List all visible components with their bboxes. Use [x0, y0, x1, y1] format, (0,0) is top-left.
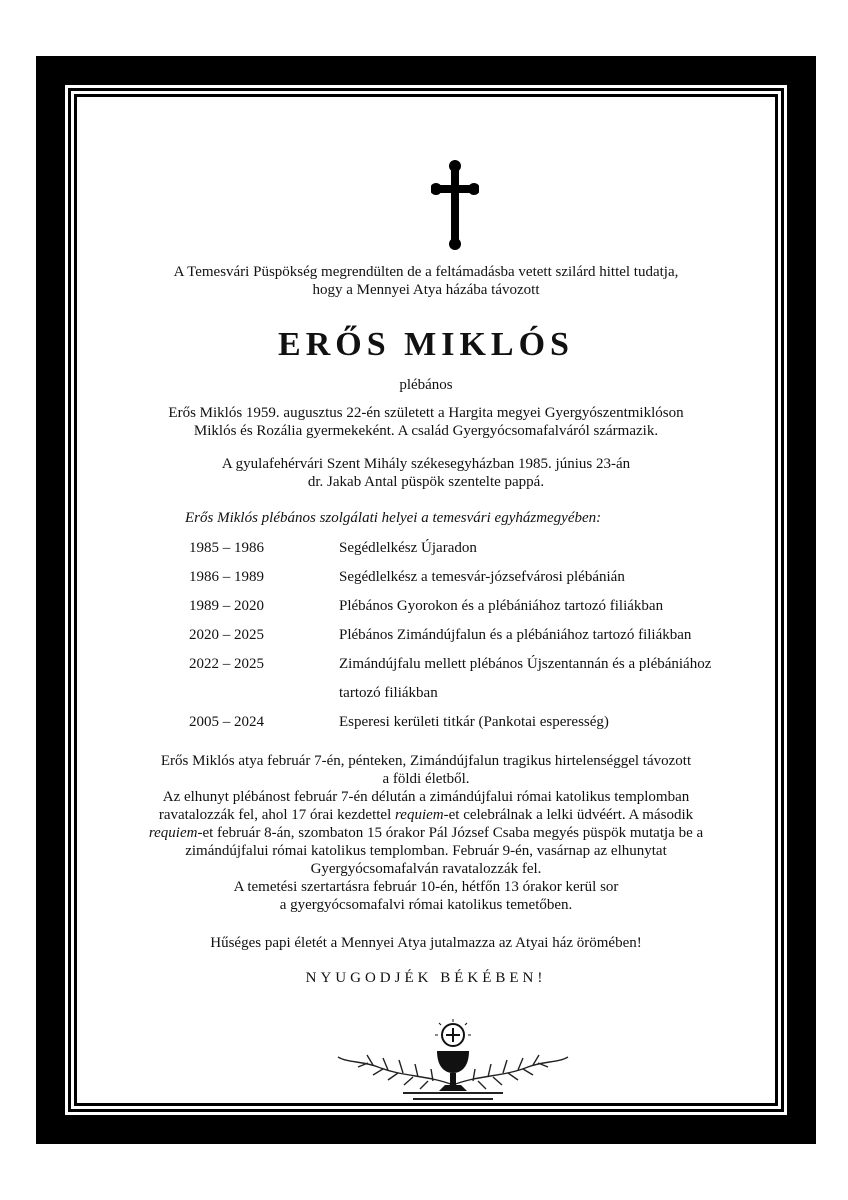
- chalice-ornament-icon: [333, 1015, 573, 1107]
- service-row: [189, 539, 789, 568]
- bio-line: Erős Miklós 1959. augusztus 22-én született a Hargita megyei Gyergyószentmiklóson: [168, 405, 684, 421]
- service-description: [339, 655, 789, 713]
- services-list: [189, 539, 789, 742]
- service-description: Segédlelkész Újaradon: [339, 540, 477, 556]
- service-row: [189, 655, 789, 713]
- death-line: a földi életből.: [382, 771, 470, 787]
- biography: [77, 404, 775, 440]
- wake-line: [77, 824, 775, 842]
- funeral-line: a gyergyócsomafalvi római katolikus temetőben.: [279, 897, 573, 913]
- wake-text: ravatalozzák fel, ahol 17 órai kezdettel: [158, 807, 396, 823]
- requiem-term: requiem: [395, 807, 444, 823]
- death-line: Erős Miklós atya február 7-én, pénteken, Zimándújfalun tragikus hirtelenséggel távozott: [160, 753, 692, 769]
- wake-text: -et február 8-án, szombaton 15 órakor Pál József Csaba megyés püspök mutatja be a: [197, 825, 704, 841]
- service-years: 2005 – 2024: [189, 714, 264, 730]
- frame-line: [74, 94, 778, 1106]
- intro-line: hogy a Mennyei Atya házába távozott: [312, 282, 540, 298]
- notice-content: [77, 97, 775, 1103]
- requiem-term: requiem: [148, 825, 198, 841]
- service-description-line: Zimándújfalu mellett plébános Újszentannán és a plébániához: [339, 656, 712, 672]
- ordination-text: [77, 455, 775, 491]
- wake-line: Gyergyócsomafalván ravatalozzák fel.: [310, 861, 542, 877]
- service-description-line: tartozó filiákban: [339, 685, 438, 701]
- service-row: [189, 713, 789, 742]
- death-notice: [77, 752, 775, 914]
- wake-text: -et celebrálnak a lelki üdvéért. A második: [443, 807, 694, 823]
- service-row: [189, 568, 789, 597]
- service-years: 2022 – 2025: [189, 656, 264, 672]
- intro-text: [77, 263, 775, 299]
- service-years: 2020 – 2025: [189, 627, 264, 643]
- intro-line: A Temesvári Püspökség megrendülten de a feltámadásba vetett szilárd hittel tudatja,: [173, 264, 679, 280]
- mourning-frame: [36, 56, 816, 1144]
- service-years: 1989 – 2020: [189, 598, 264, 614]
- service-years: 1986 – 1989: [189, 569, 264, 585]
- funeral-line: A temetési szertartásra február 10-én, hétfőn 13 órakor kerül sor: [233, 879, 619, 895]
- service-row: [189, 597, 789, 626]
- ordination-line: A gyulafehérvári Szent Mihály székesegyházban 1985. június 23-án: [221, 456, 631, 472]
- frame-line: [68, 88, 784, 1112]
- ordination-line: dr. Jakab Antal püspök szentelte pappá.: [307, 474, 545, 490]
- deceased-name: ERŐS MIKLÓS: [278, 326, 574, 363]
- service-description: Plébános Zimándújfalun és a plébániához tartozó filiákban: [339, 627, 692, 643]
- wake-line: Az elhunyt plébánost február 7-én délután a zimándújfalui római katolikus templomban: [162, 789, 690, 805]
- service-row: [189, 626, 789, 655]
- service-years: 1985 – 1986: [189, 540, 264, 556]
- frame-line: [65, 85, 787, 1115]
- cross-icon: [431, 159, 479, 251]
- service-description: Esperesi kerületi titkár (Pankotai esperesség): [339, 714, 609, 730]
- bio-line: Miklós és Rozália gyermekeként. A család Gyergyócsomafalváról származik.: [193, 423, 659, 439]
- wake-line: zimándújfalui római katolikus templomban. Február 9-én, vasárnap az elhunytat: [185, 843, 667, 859]
- wake-line: [77, 806, 775, 824]
- service-description: Segédlelkész a temesvár-józsefvárosi plébánián: [339, 569, 625, 585]
- closing-blessing: Hűséges papi életét a Mennyei Atya jutalmazza az Atyai ház örömében!: [210, 935, 642, 951]
- frame-line: [71, 91, 781, 1109]
- service-description: Plébános Gyorokon és a plébániához tartozó filiákban: [339, 598, 664, 614]
- rest-in-peace: NYUGODJÉK BÉKÉBEN!: [305, 970, 547, 986]
- services-heading: Erős Miklós plébános szolgálati helyei a temesvári egyházmegyében:: [185, 510, 602, 526]
- deceased-title: plébános: [399, 377, 453, 393]
